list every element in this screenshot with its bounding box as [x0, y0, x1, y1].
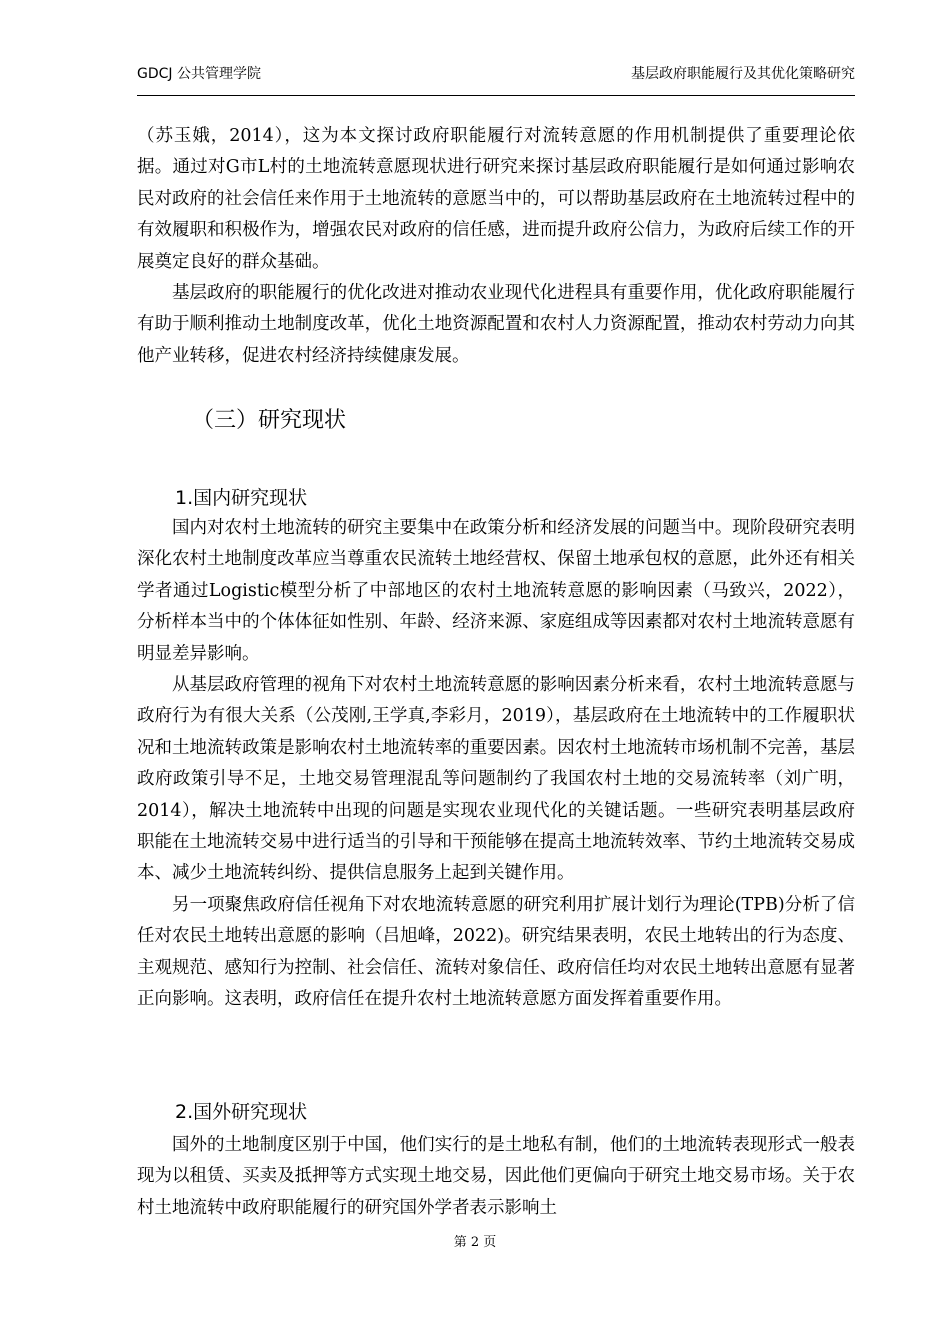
foreign-text	[137, 1130, 855, 1224]
header-thesis-title: 基层政府职能履行及其优化策略研究	[631, 66, 855, 82]
paragraph: 另一项聚焦政府信任视角下对农地流转意愿的研究利用扩展计划行为理论(TPB)分析了信任对农民土地转出意愿的影响（吕旭峰，2022)。研究结果表明，农民土地转出的行为态度、主观规范、感知行为控制、社会信任、流转对象信任、政府信任均对农民土地转出意愿有显著正向影响。这表明，政府信任在提升农村土地流转意愿方面发挥着重要作用。	[137, 894, 855, 1010]
page-header	[137, 62, 855, 86]
section-heading: （三）研究现状	[192, 408, 347, 433]
paragraph: 从基层政府管理的视角下对农村土地流转意愿的影响因素分析来看，农村土地流转意愿与政府行为有很大关系（公茂刚,王学真,李彩月，2019），基层政府在土地流转中的工作履职状况和土地流转政策是影响农村土地流转率的重要因素。因农村土地流转市场机制不完善，基层政府政策引导不足，土地交易管理混乱等问题制约了我国农村土地的交易流转率（刘广明，2014），解决土地流转中出现的问题是实现农业现代化的关键话题。一些研究表明基层政府职能在土地流转交易中进行适当的引导和干预能够在提高土地流转效率、节约土地流转交易成本、减少土地流转纠纷、提供信息服务上起到关键作用。	[137, 675, 855, 884]
subsection-heading-foreign: 2.国外研究现状	[175, 1101, 308, 1123]
paragraph: 基层政府的职能履行的优化改进对推动农业现代化进程具有重要作用，优化政府职能履行有助于顺利推动土地制度改革，优化土地资源配置和农村人力资源配置，推动农村劳动力向其他产业转移，促进农村经济持续健康发展。	[137, 283, 855, 366]
page-number: 第 2 页	[453, 1235, 497, 1250]
paragraph: （苏玉娥，2014），这为本文探讨政府职能履行对流转意愿的作用机制提供了重要理论依据。通过对G市L村的土地流转意愿现状进行研究来探讨基层政府职能履行是如何通过影响农民对政府的社会信任来作用于土地流转的意愿当中的，可以帮助基层政府在土地流转过程中的有效履职和积极作为，增强农民对政府的信任感，进而提升政府公信力，为政府后续工作的开展奠定良好的群众基础。	[137, 126, 855, 272]
paragraph: 国内对农村土地流转的研究主要集中在政策分析和经济发展的问题当中。现阶段研究表明深化农村土地制度改革应当尊重农民流转土地经营权、保留土地承包权的意愿，此外还有相关学者通过Logistic模型分析了中部地区的农村土地流转意愿的影响因素（马致兴，2022），分析样本当中的个体体征如性别、年龄、经济来源、家庭组成等因素都对农村土地流转意愿有明显差异影响。	[137, 518, 855, 664]
paragraph: 国外的土地制度区别于中国，他们实行的是土地私有制，他们的土地流转表现形式一般表现为以租赁、买卖及抵押等方式实现土地交易，因此他们更偏向于研究土地交易市场。关于农村土地流转中政府职能履行的研究国外学者表示影响土	[137, 1135, 855, 1218]
header-institution: GDCJ 公共管理学院	[137, 66, 261, 82]
header-divider	[137, 95, 855, 96]
intro-text	[137, 121, 855, 372]
subsection-heading-domestic: 1.国内研究现状	[175, 487, 308, 509]
domestic-text	[137, 513, 855, 1016]
